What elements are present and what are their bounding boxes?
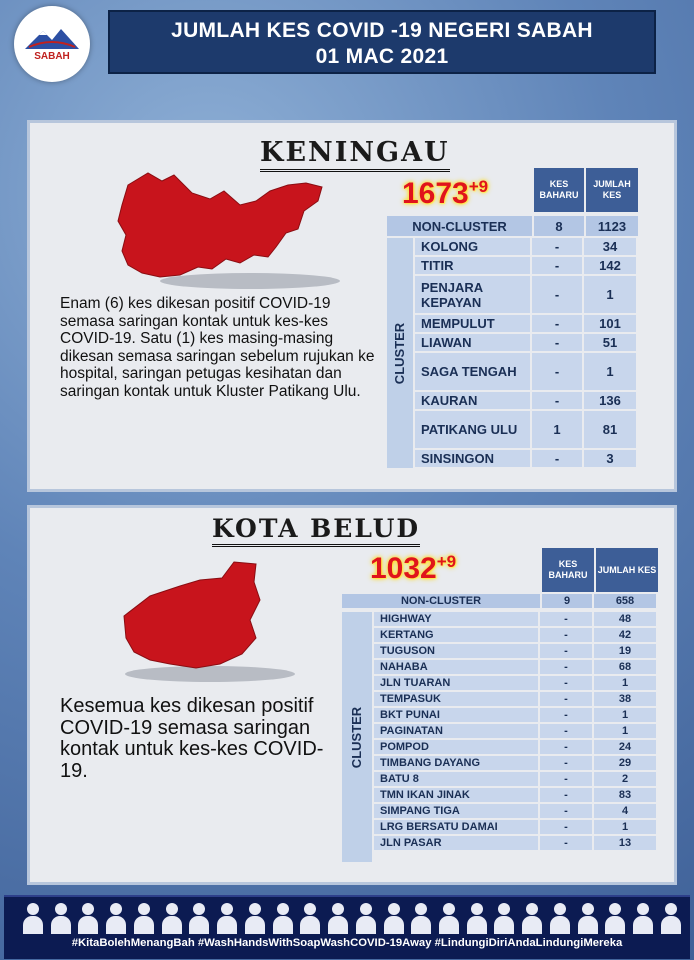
row-new: - <box>532 276 582 313</box>
row-name: TUGUSON <box>374 644 538 658</box>
row-total: 81 <box>584 411 636 448</box>
row-name: SIMPANG TIGA <box>374 804 538 818</box>
cluster-row <box>415 315 636 332</box>
col-header-new: KES BAHARU <box>534 168 584 212</box>
col-header-new: KES BAHARU <box>542 548 594 592</box>
row-total: 83 <box>594 788 656 802</box>
row-name: TMN IKAN JINAK <box>374 788 538 802</box>
total-count: 1032 <box>370 552 437 585</box>
row-new: - <box>540 724 592 738</box>
row-name: POMPOD <box>374 740 538 754</box>
cluster-label: CLUSTER <box>392 322 408 384</box>
row-total: 136 <box>584 392 636 409</box>
kotabelud-cluster-rows <box>374 612 656 852</box>
row-total: 2 <box>594 772 656 786</box>
row-name: SAGA TENGAH <box>415 353 530 390</box>
row-name: TIMBANG DAYANG <box>374 756 538 770</box>
row-total: 1 <box>584 276 636 313</box>
row-new: - <box>532 334 582 351</box>
row-total: 13 <box>594 836 656 850</box>
cluster-row <box>374 804 656 818</box>
cluster-row <box>374 724 656 738</box>
row-name: NON-CLUSTER <box>342 594 540 608</box>
kotabelud-paragraph: Kesemua kes dikesan positif COVID-19 semasa saringan kontak untuk kes-kes COVID-19. <box>60 695 324 782</box>
kotabelud-panel <box>27 505 677 885</box>
row-total: 48 <box>594 612 656 626</box>
person-icon <box>188 899 210 935</box>
person-icon <box>493 899 515 935</box>
row-name: JLN PASAR <box>374 836 538 850</box>
person-icon <box>22 899 44 935</box>
row-name: BATU 8 <box>374 772 538 786</box>
row-new: - <box>540 676 592 690</box>
mountain-logo-icon <box>25 27 79 49</box>
row-total: 1 <box>594 676 656 690</box>
person-icon <box>438 899 460 935</box>
row-name: TITIR <box>415 257 530 274</box>
cluster-row <box>415 392 636 409</box>
person-icon <box>161 899 183 935</box>
row-new: 8 <box>534 216 584 236</box>
row-total: 1 <box>584 353 636 390</box>
cluster-row <box>374 644 656 658</box>
people-icons-row <box>22 899 682 935</box>
page-header <box>108 10 656 74</box>
row-total: 24 <box>594 740 656 754</box>
row-total: 1 <box>594 820 656 834</box>
header-date: 01 MAC 2021 <box>315 45 449 68</box>
person-icon <box>299 899 321 935</box>
new-count: +9 <box>436 552 457 571</box>
row-new: - <box>532 257 582 274</box>
row-new: - <box>540 708 592 722</box>
row-name: PATIKANG ULU <box>415 411 530 448</box>
person-icon <box>355 899 377 935</box>
footer-hashtags: #KitaBolehMenangBah #WashHandsWithSoapWashCOVID-19Away #LindungiDiriAndaLindungiMereka <box>71 937 623 949</box>
row-name: PENJARA KEPAYAN <box>415 276 530 313</box>
row-new: - <box>540 740 592 754</box>
person-icon <box>77 899 99 935</box>
col-header-total: JUMLAH KES <box>586 168 638 212</box>
row-name: KERTANG <box>374 628 538 642</box>
row-name: HIGHWAY <box>374 612 538 626</box>
row-total: 68 <box>594 660 656 674</box>
cluster-row <box>415 450 636 467</box>
row-total: 51 <box>584 334 636 351</box>
keningau-paragraph: Enam (6) kes dikesan positif COVID-19 semasa saringan kontak untuk kes-kes COVID-19. Satu (1) kes masing-masing dikesan semasa saringan sebelum rujukan ke hospital, saringan petugas kesihatan dan saringan kontak untuk Kluster Patikang Ulu. <box>60 295 375 400</box>
person-icon <box>660 899 682 935</box>
row-new: - <box>540 612 592 626</box>
row-total: 1123 <box>586 216 638 236</box>
row-new: - <box>532 450 582 467</box>
row-new: - <box>540 820 592 834</box>
row-name: KAURAN <box>415 392 530 409</box>
person-icon <box>604 899 626 935</box>
cluster-label-box <box>342 612 372 862</box>
header-title: JUMLAH KES COVID -19 NEGERI SABAH <box>171 19 593 42</box>
district-title: KOTA BELUD <box>212 514 420 547</box>
row-total: 34 <box>584 238 636 255</box>
row-new: - <box>540 644 592 658</box>
cluster-row <box>374 676 656 690</box>
noncluster-row <box>387 216 638 236</box>
keningau-cluster-rows <box>415 238 636 469</box>
row-total: 38 <box>594 692 656 706</box>
row-new: - <box>532 315 582 332</box>
row-total: 1 <box>594 708 656 722</box>
cluster-row <box>415 353 636 390</box>
row-name: PAGINATAN <box>374 724 538 738</box>
cluster-row <box>374 788 656 802</box>
row-name: KOLONG <box>415 238 530 255</box>
row-new: - <box>540 756 592 770</box>
cluster-row <box>374 836 656 850</box>
person-icon <box>105 899 127 935</box>
row-new: - <box>540 804 592 818</box>
row-total: 19 <box>594 644 656 658</box>
row-new: 9 <box>542 594 592 608</box>
cluster-row <box>415 238 636 255</box>
row-name: MEMPULUT <box>415 315 530 332</box>
district-title: KENINGAU <box>260 137 450 172</box>
cluster-row <box>415 411 636 448</box>
row-name: NON-CLUSTER <box>387 216 532 236</box>
row-total: 142 <box>584 257 636 274</box>
cluster-row <box>374 820 656 834</box>
cluster-row <box>374 756 656 770</box>
row-name: TEMPASUK <box>374 692 538 706</box>
row-new: - <box>540 628 592 642</box>
row-total: 29 <box>594 756 656 770</box>
cluster-row <box>374 612 656 626</box>
total-cases <box>402 177 488 211</box>
person-icon <box>216 899 238 935</box>
new-count: +9 <box>468 177 489 196</box>
row-name: SINSINGON <box>415 450 530 467</box>
person-icon <box>466 899 488 935</box>
total-count: 1673 <box>402 177 469 210</box>
row-name: JLN TUARAN <box>374 676 538 690</box>
cluster-row <box>374 692 656 706</box>
kotabelud-table <box>342 594 656 610</box>
row-name: LRG BERSATU DAMAI <box>374 820 538 834</box>
person-icon <box>521 899 543 935</box>
row-new: 1 <box>532 411 582 448</box>
keningau-map-icon <box>100 163 340 293</box>
cluster-row <box>415 334 636 351</box>
person-icon <box>549 899 571 935</box>
person-icon <box>383 899 405 935</box>
row-name: NAHABA <box>374 660 538 674</box>
cluster-row <box>374 740 656 754</box>
person-icon <box>577 899 599 935</box>
keningau-table <box>387 216 638 238</box>
cluster-row <box>374 708 656 722</box>
total-cases <box>370 552 456 586</box>
person-icon <box>272 899 294 935</box>
row-new: - <box>540 692 592 706</box>
row-new: - <box>540 836 592 850</box>
row-total: 3 <box>584 450 636 467</box>
cluster-row <box>374 772 656 786</box>
keningau-panel <box>27 120 677 492</box>
person-icon <box>244 899 266 935</box>
row-new: - <box>540 772 592 786</box>
row-name: BKT PUNAI <box>374 708 538 722</box>
cluster-label-box <box>387 238 413 468</box>
row-total: 4 <box>594 804 656 818</box>
person-icon <box>632 899 654 935</box>
kotabelud-map-icon <box>110 556 310 686</box>
cluster-row <box>415 257 636 274</box>
sabah-logo <box>14 6 90 82</box>
row-new: - <box>540 788 592 802</box>
footer-banner <box>4 895 690 959</box>
row-total: 101 <box>584 315 636 332</box>
row-new: - <box>540 660 592 674</box>
row-name: LIAWAN <box>415 334 530 351</box>
row-new: - <box>532 392 582 409</box>
row-new: - <box>532 238 582 255</box>
cluster-row <box>374 660 656 674</box>
cluster-label: CLUSTER <box>349 706 365 768</box>
row-new: - <box>532 353 582 390</box>
row-total: 42 <box>594 628 656 642</box>
cluster-row <box>374 628 656 642</box>
logo-text: SABAH <box>34 50 70 62</box>
person-icon <box>327 899 349 935</box>
person-icon <box>133 899 155 935</box>
cluster-row <box>415 276 636 313</box>
noncluster-row <box>342 594 656 608</box>
row-total: 658 <box>594 594 656 608</box>
row-total: 1 <box>594 724 656 738</box>
col-header-total: JUMLAH KES <box>596 548 658 592</box>
person-icon <box>410 899 432 935</box>
person-icon <box>50 899 72 935</box>
